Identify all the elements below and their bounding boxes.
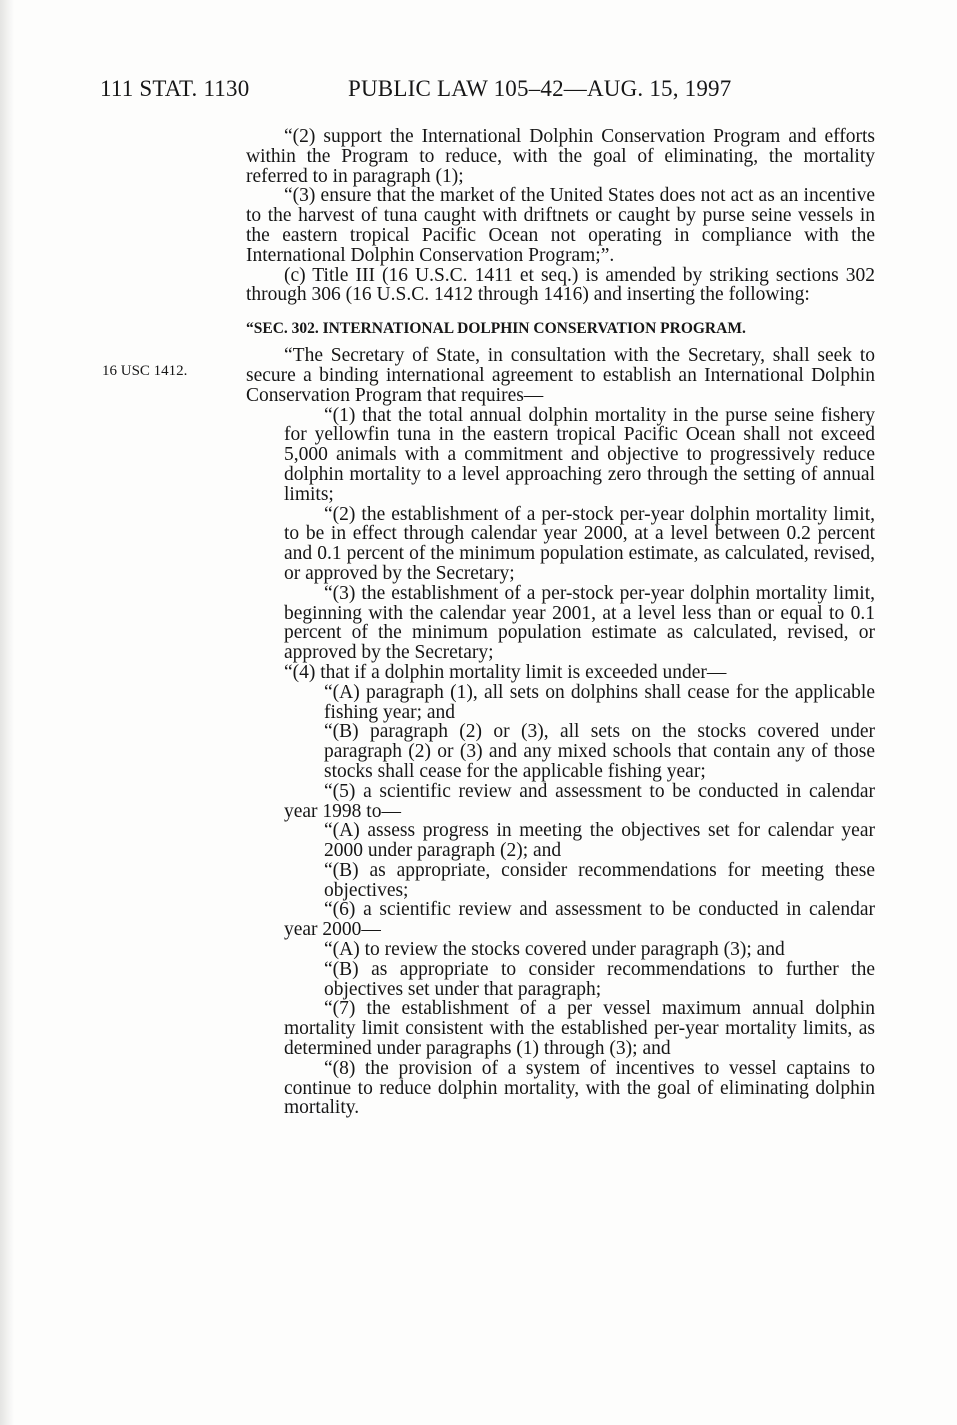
document-body [246, 127, 875, 1118]
running-header [0, 76, 957, 110]
subparagraph: “(B) as appropriate to consider recommendations to further the objectives set under that paragraph; [324, 958, 875, 1000]
page-edge-shadow [0, 0, 14, 1425]
paragraph: “(2) support the International Dolphin Conservation Program and efforts within the Program to reduce, with the goal of eliminating, the mortality referred to in paragraph (1); [246, 126, 875, 187]
subparagraph: “(A) paragraph (1), all sets on dolphins shall cease for the applicable fishing year; and [324, 681, 875, 723]
paragraph: “(1) that the total annual dolphin mortality in the purse seine fishery for yellowfin tuna in the eastern tropical Pacific Ocean shall not exceed 5,000 animals with a commitment and objective to progressively reduce dolphin mortality to a level approaching zero through the setting of annual limits; [284, 404, 875, 505]
section-heading: “SEC. 302. INTERNATIONAL DOLPHIN CONSERVATION PROGRAM. [246, 320, 746, 338]
paragraph: “(5) a scientific review and assessment to be conducted in calendar year 1998 to— [284, 780, 875, 822]
paragraph: “(6) a scientific review and assessment to be conducted in calendar year 2000— [284, 899, 875, 941]
paragraph: (c) Title III (16 U.S.C. 1411 et seq.) is amended by striking sections 302 through 306 (16 U.S.C. 1412 through 1416) and inserting the following: [246, 264, 875, 306]
subparagraph: “(A) assess progress in meeting the objectives set for calendar year 2000 under paragraph (2); and [324, 820, 875, 862]
paragraph: “(2) the establishment of a per-stock per-year dolphin mortality limit, to be in effect through calendar year 2000, at a level between 0.2 percent and 0.1 percent of the minimum population estimate, as calculated, revised, or approved by the Secretary; [284, 503, 875, 584]
paragraph: “(4) that if a dolphin mortality limit is exceeded under— [284, 661, 727, 683]
subparagraph: “(B) paragraph (2) or (3), all sets on the stocks covered under paragraph (2) or (3) and any mixed schools that contain any of those stocks shall cease for the applicable fishing year; [324, 721, 875, 782]
paragraph: “(3) ensure that the market of the United States does not act as an incentive to the harvest of tuna caught with driftnets or caught by purse seine vessels in the eastern tropical Pacific Ocean not operating in compliance with the International Dolphin Conservation Program;”. [246, 185, 875, 266]
public-law-title: PUBLIC LAW 105–42—AUG. 15, 1997 [348, 76, 732, 101]
paragraph: “(8) the provision of a system of incentives to vessel captains to continue to reduce dolphin mortality, with the goal of eliminating dolphin mortality. [284, 1057, 875, 1119]
subparagraph: “(B) as appropriate, consider recommendations for meeting these objectives; [324, 859, 875, 901]
subparagraph: “(A) to review the stocks covered under paragraph (3); and [324, 939, 785, 961]
paragraph: “The Secretary of State, in consultation with the Secretary, shall seek to secure a binding international agreement to establish an International Dolphin Conservation Program that requires— [246, 345, 875, 406]
paragraph: “(7) the establishment of a per vessel maximum annual dolphin mortality limit consistent with the established per-year mortality limits, as determined under paragraphs (1) through (3); and [284, 998, 875, 1060]
paragraph: “(3) the establishment of a per-stock per-year dolphin mortality limit, beginning with the calendar year 2001, at a level less than or equal to 0.1 percent of the minimum population estimate as calculated, revised, or approved by the Secretary; [284, 582, 875, 664]
stat-page-reference: 111 STAT. 1130 [100, 76, 250, 101]
margin-citation: 16 USC 1412. [102, 363, 188, 379]
